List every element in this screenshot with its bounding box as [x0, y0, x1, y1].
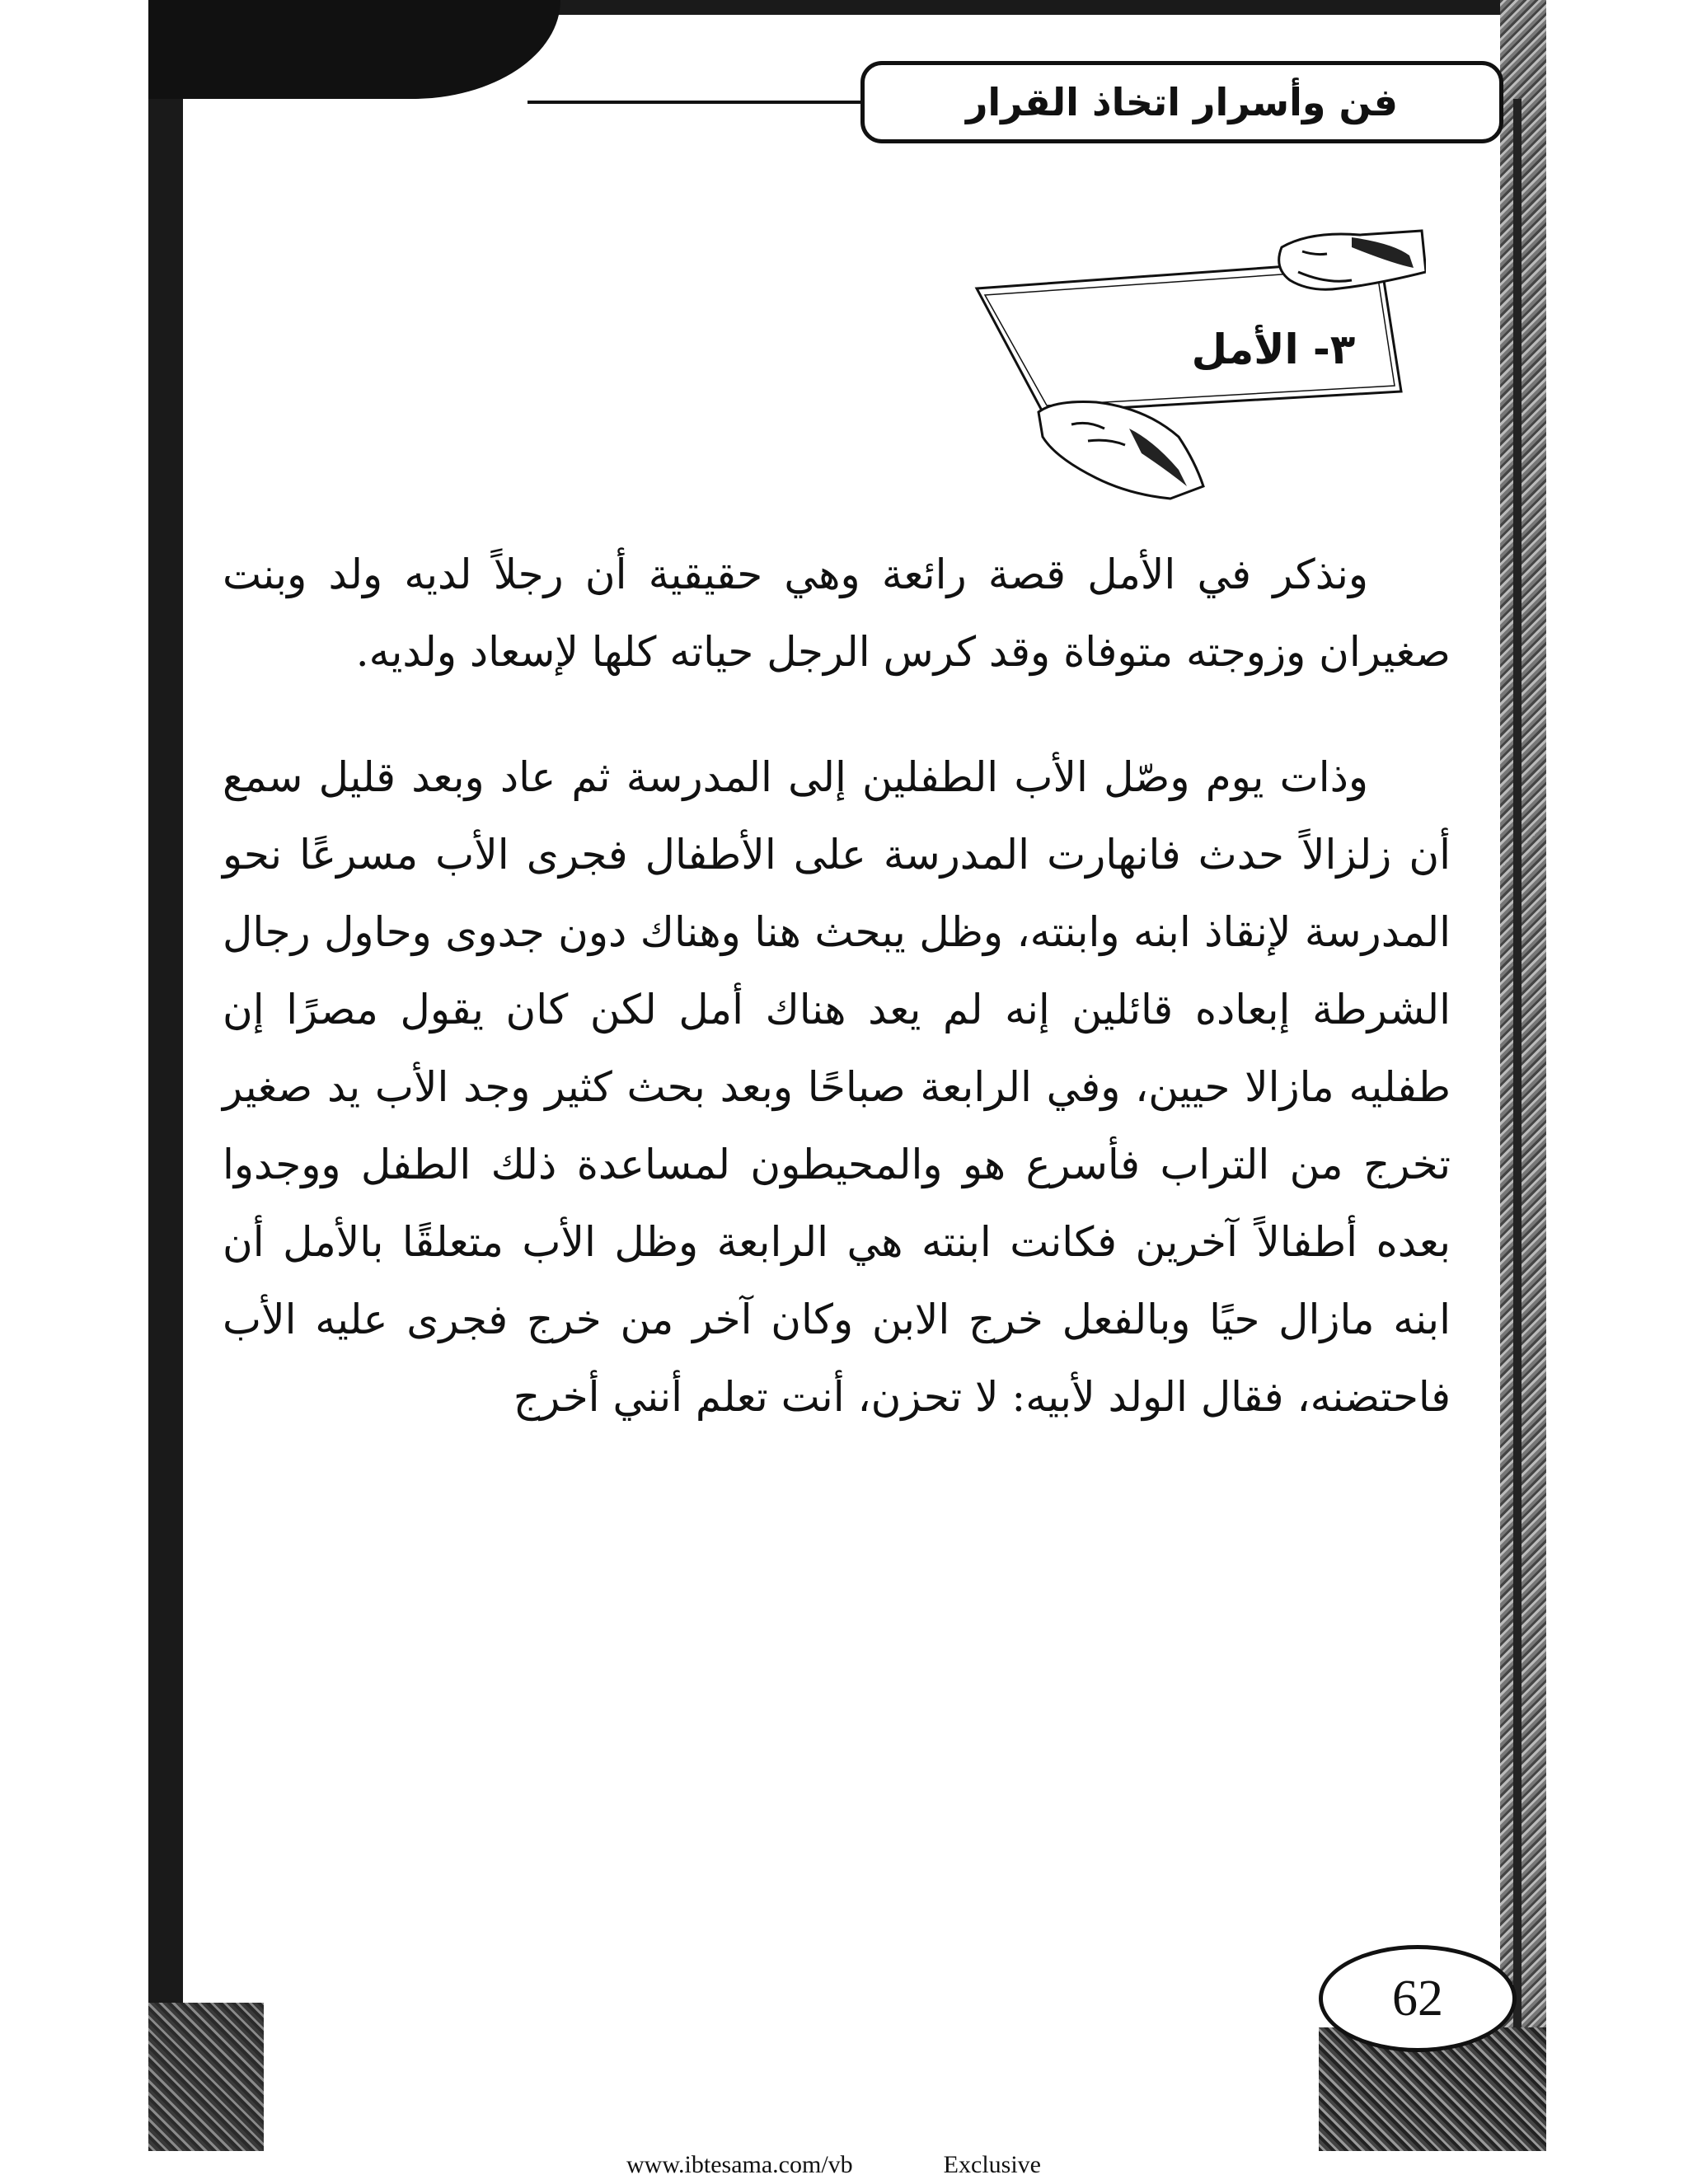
body-text — [223, 536, 1451, 1436]
footer-tag: Exclusive — [943, 2151, 1041, 2178]
frame-right-rule — [1513, 99, 1522, 2036]
book-title: فن وأسرار اتخاذ القرار — [965, 80, 1399, 124]
frame-right — [1500, 0, 1546, 2151]
frame-left — [148, 0, 183, 2151]
footer-url: www.ibtesama.com/vb — [626, 2151, 853, 2178]
paragraph-1: ونذكر في الأمل قصة رائعة وهي حقيقية أن رجلاً لديه ولد وبنت صغيران وزوجته متوفاة وقد كرس الرجل حياته كلها لإسعاد ولديه. — [223, 551, 1451, 676]
frame-corner-texture-left — [148, 2003, 264, 2151]
book-title-box — [860, 61, 1503, 143]
footer — [626, 2151, 1041, 2179]
page-number: 62 — [1319, 1945, 1517, 2052]
paragraph-2: وذات يوم وصّل الأب الطفلين إلى المدرسة ثم عاد وبعد قليل سمع أن زلزالاً حدث فانهارت المدرسة على الأطفال فجرى الأب مسرعًا نحو المدرسة لإنقاذ ابنه وابنته، وظل يبحث هنا وهناك دون جدوى وحاول رجال الشرطة إبعاده قائلين إنه لم يعد هناك أمل لكن كان يقول مصرًا إن طفليه مازالا حيين، وفي الرابعة صباحًا وبعد بحث كثير وجد الأب يد صغير تخرج من التراب فأسرع هو والمحيطون لمساعدة ذلك الطفل ووجدوا بعده أطفالاً آخرين فكانت ابنته هي الرابعة وظل الأب متعلقًا بالأمل أن ابنه مازال حيًا وبالفعل خرج الابن وكان آخر من خرج فجرى عليه الأب فاحتضنه، فقال الولد لأبيه: لا تحزن، أنت تعلم أنني أخرج — [223, 753, 1451, 1421]
title-rule — [528, 101, 865, 104]
frame-corner-blob — [148, 0, 560, 99]
section-heading: ٣- الأمل — [1191, 326, 1356, 373]
